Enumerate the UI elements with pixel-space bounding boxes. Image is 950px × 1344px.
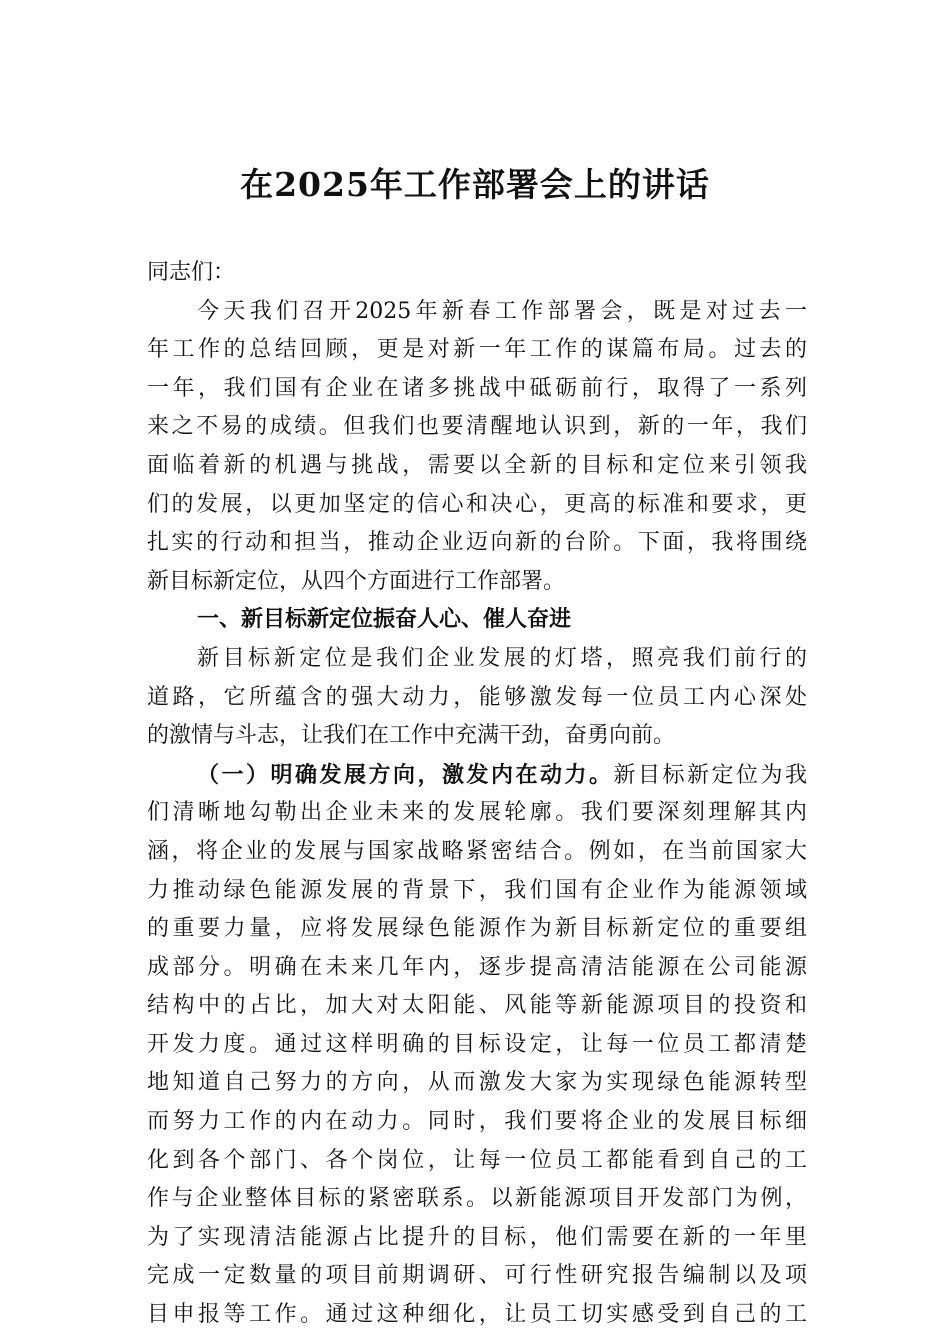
text-line: 一年，我们国有企业在诸多挑战中砥砺前行，取得了一系列	[147, 375, 807, 401]
text-line: 年工作的总结回顾，更是对新一年工作的谋篇布局。过去的	[147, 337, 807, 363]
text-line: 目申报等工作。通过这种细化，让员工切实感受到自己的工	[147, 1302, 807, 1328]
paragraph-section1	[147, 640, 807, 756]
subsection-lead-text: 新目标新定位为我	[613, 762, 807, 788]
text-line: 地知道自己努力的方向，从而激发大家为实现绿色能源转型	[147, 1070, 807, 1096]
document-title: 在2025年工作部署会上的讲话	[240, 165, 710, 204]
text-line: 作与企业整体目标的紧密联系。以新能源项目开发部门为例，	[147, 1186, 807, 1212]
text-line: 新目标新定位是我们企业发展的灯塔，照亮我们前行的	[197, 645, 807, 671]
text-line: 来之不易的成绩。但我们也要清醒地认识到，新的一年，我们	[147, 414, 807, 440]
text-line: 力推动绿色能源发展的背景下，我们国有企业作为能源领域	[147, 877, 807, 903]
subsection-heading: （一）明确发展方向，激发内在动力。	[197, 761, 614, 788]
text-line: 开发力度。通过这样明确的目标设定，让每一位员工都清楚	[147, 1031, 807, 1057]
text-line: 成部分。明确在未来几年内，逐步提高清洁能源在公司能源	[147, 954, 807, 980]
text-line: 而努力工作的内在动力。同时，我们要将企业的发展目标细	[147, 1109, 807, 1135]
subsection-first-line	[147, 756, 807, 795]
text-line: 新目标新定位，从四个方面进行工作部署。	[147, 568, 566, 594]
text-line: 们清晰地勾勒出企业未来的发展轮廓。我们要深刻理解其内	[147, 800, 807, 826]
paragraph-subsection1	[147, 756, 807, 1335]
text-line: 扎实的行动和担当，推动企业迈向新的台阶。下面，我将围绕	[147, 530, 807, 556]
document-body	[147, 254, 807, 1335]
text-line: 涵，将企业的发展与国家战略紧密结合。例如，在当前国家大	[147, 838, 807, 864]
text-line: 的重要力量，应将发展绿色能源作为新目标新定位的重要组	[147, 916, 807, 942]
text-line: 的激情与斗志，让我们在工作中充满干劲，奋勇向前。	[147, 723, 676, 749]
text-line: 为了实现清洁能源占比提升的目标，他们需要在新的一年里	[147, 1224, 807, 1250]
text-line: 道路，它所蕴含的强大动力，能够激发每一位员工内心深处	[147, 684, 807, 710]
text-line: 化到各个部门、各个岗位，让每一位员工都能看到自己的工	[147, 1147, 807, 1173]
text-line: 们的发展，以更加坚定的信心和决心，更高的标准和要求，更	[147, 491, 807, 517]
text-line: 今天我们召开2025年新春工作部署会，既是对过去一	[197, 298, 807, 324]
salutation: 同志们：	[147, 260, 236, 285]
text-line: 完成一定数量的项目前期调研、可行性研究报告编制以及项	[147, 1263, 807, 1289]
section-heading: 一、新目标新定位振奋人心、催人奋进	[197, 607, 572, 633]
text-line: 结构中的占比，加大对太阳能、风能等新能源项目的投资和	[147, 993, 807, 1019]
text-line: 面临着新的机遇与挑战，需要以全新的目标和定位来引领我	[147, 452, 807, 478]
paragraph-intro	[147, 293, 807, 602]
